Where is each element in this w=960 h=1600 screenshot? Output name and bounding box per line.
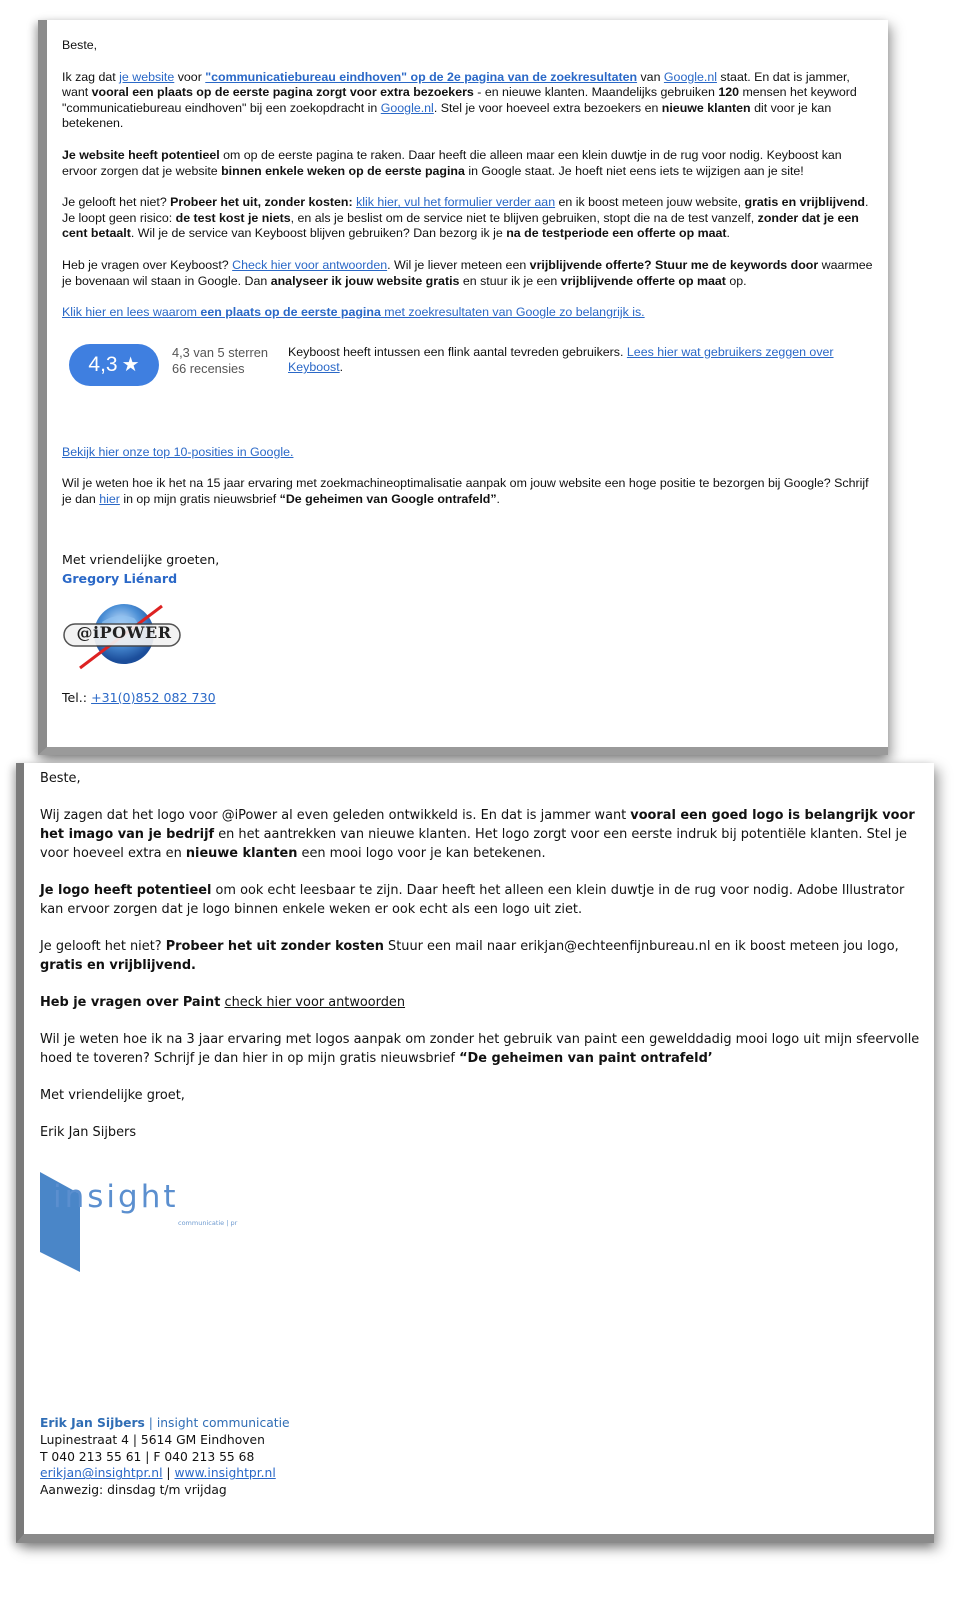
bold-text: “De geheimen van paint ontrafeld’ (459, 1051, 713, 1066)
text: . (339, 360, 344, 375)
text: een mooi logo voor je kan betekenen. (297, 846, 546, 861)
paragraph-vragen (62, 258, 877, 289)
text: en ik boost meteen jouw website, (555, 195, 745, 210)
paragraph-intro (62, 70, 877, 132)
paragraph-potentieel (62, 148, 877, 179)
website-link[interactable]: www.insightpr.nl (174, 1466, 276, 1481)
text: en het aantrekken van nieuwe klanten. Het logo zorgt voor een eerste indruk bij potentiële klanten. Stel je voor hoeveel extra en (40, 827, 907, 861)
closing: Met vriendelijke groet, (40, 1088, 185, 1103)
signature (62, 550, 877, 588)
text: in op mijn gratis nieuwsbrief (119, 491, 280, 506)
text: in Google staat. Je hoeft niet eens iets te wijzigen aan je site! (464, 163, 804, 178)
link-text-bold: een plaats op de eerste pagina (200, 305, 381, 320)
logo-tagline: communicatie | pr (178, 1219, 238, 1227)
bold-text: nieuwe klanten (185, 846, 298, 861)
logo-word: insight (53, 1179, 179, 1215)
bold-text: de test kost je niets (175, 210, 291, 225)
rating-score: 4,3 (88, 352, 118, 376)
text: mensen het keyword "communicatiebureau eindhoven" bij een zoekopdracht in (62, 85, 857, 115)
bold-text: na de testperiode een offerte op maat (506, 226, 727, 241)
bold-text: Probeer het uit zonder kosten (165, 939, 384, 954)
link-reviews[interactable]: Lees hier wat gebruikers zeggen over Keyboost (288, 344, 834, 375)
paragraph-probeer (62, 195, 877, 242)
rating-widget (62, 341, 877, 399)
bold-text: analyseer ik jouw website gratis (270, 273, 460, 288)
text: Ik zag dat (62, 69, 120, 84)
logo-text: @iPOWER (76, 622, 172, 642)
text: voor (174, 69, 206, 84)
link-text: Klik hier en lees waarom (62, 305, 201, 320)
text: Stuur een mail naar erikjan@echteenfijnbureau.nl en ik boost meteen jou logo, (383, 939, 899, 954)
star-icon: ★ (121, 353, 140, 376)
link-antwoorden[interactable]: check hier voor antwoorden (224, 995, 406, 1010)
sender-name: Erik Jan Sijbers (40, 1125, 137, 1140)
email-screenshot-insight (16, 763, 934, 1543)
link-zoekresultaten[interactable]: "communicatiebureau eindhoven" op de 2e pagina van de zoekresultaten (205, 69, 638, 84)
bold-text: vrijblijvende offerte op maat (560, 273, 726, 288)
text: op. (725, 273, 747, 288)
text: van (637, 69, 664, 84)
bold-text: binnen enkele weken op de eerste pagina (221, 163, 465, 178)
text: Wij zagen dat het logo voor @iPower al even geleden ontwikkeld is. En dat is jammer want (40, 808, 631, 823)
sig-availability: Aanwezig: dinsdag t/m vrijdag (40, 1483, 227, 1498)
phone-line (62, 690, 877, 706)
rating-description (288, 345, 858, 376)
email-screenshot-keyboost (38, 20, 888, 755)
bold-text: “De geheimen van Google ontrafeld” (279, 491, 497, 506)
bold-text: Je website heeft potentieel (62, 147, 220, 162)
greeting: Beste, (40, 771, 81, 786)
rating-badge[interactable] (69, 344, 159, 386)
text: Keyboost heeft intussen een flink aantal tevreden gebruikers. (288, 344, 627, 359)
text: . Wil je liever meteen een (387, 257, 530, 272)
link-formulier[interactable]: klik hier, vul het formulier verder aan (356, 195, 556, 210)
paragraph-potentieel (40, 881, 925, 919)
bold-text: zonder dat je een cent betaalt (62, 210, 859, 241)
text: . (496, 491, 500, 506)
text: dit voor je kan betekenen. (62, 100, 832, 131)
sig-links (40, 1465, 290, 1482)
sig-address: Lupinestraat 4 | 5614 GM Eindhoven (40, 1432, 265, 1447)
bold-text: vooral een plaats op de eerste pagina zorgt voor extra bezoekers (91, 85, 474, 100)
sig-phones: T 040 213 55 61 | F 040 213 55 68 (40, 1449, 255, 1464)
sig-company: insight communicatie (156, 1416, 290, 1430)
insight-logo (40, 1172, 280, 1272)
text: . Stel je voor hoeveel extra bezoekers en (433, 100, 662, 115)
separator: | (162, 1466, 175, 1481)
paragraph-intro (40, 806, 925, 863)
bold-text: vooral een goed logo is belangrijk voor het imago van je bedrijf (40, 808, 915, 842)
rating-reviews-count: 66 recensies (172, 361, 245, 377)
signature-block (40, 1415, 290, 1499)
link-top10[interactable]: Bekijk hier onze top 10-posities in Google. (62, 444, 294, 459)
text: om ook echt leesbaar te zijn. Daar heeft het alleen een klein duwtje in de rug voor nodig. Adobe Illustrator kan ervoor zorgen dat je logo binnen enkele weken er ook echt als een logo uit ziet. (40, 883, 905, 917)
phone-label: Tel.: (62, 689, 92, 705)
text: Wil je weten hoe ik na 3 jaar ervaring met logos aanpak om zonder het gebruik van paint een gewelddadig mooi logo uit mijn sfeervolle hoed te toveren? Schrijf je dan hier in op mijn gratis nieuwsbrief (40, 1032, 920, 1066)
paragraph-top10 (62, 445, 877, 461)
bold-text: gratis en vrijblijvend. (40, 958, 196, 973)
bold-text: 120 (718, 85, 740, 100)
rating-stars-text: 4,3 van 5 sterren (172, 344, 269, 360)
text: . Je loopt geen risico: (62, 195, 869, 225)
email-body (62, 38, 877, 705)
sender-name: Gregory Liénard (62, 570, 178, 586)
link-google-nl-2[interactable]: Google.nl (380, 100, 434, 115)
text: en stuur ik je een (459, 273, 561, 288)
bold-text: Je logo heeft potentieel (40, 883, 212, 898)
bold-text: vrijblijvende offerte? Stuur me de keywords door (529, 257, 819, 272)
sig-name-line (40, 1415, 290, 1432)
text: , en als je beslist om de service niet te blijven gebruiken, stopt die na de test vanzelf, (290, 210, 758, 225)
text: Wil je weten hoe ik het na 15 jaar ervaring met zoekmachineoptimalisatie aanpak om jouw website een hoge positie te bezorgen bij Google? Schrijf je dan (62, 476, 869, 506)
text: waarmee je bovenaan wil staan in Google. Dan (62, 257, 873, 288)
ipower-logo (62, 602, 192, 672)
sig-name: Erik Jan Sijbers (40, 1416, 145, 1430)
link-je-website[interactable]: je website (119, 69, 175, 84)
phone-link[interactable]: +31(0)852 082 730 (91, 689, 216, 705)
greeting: Beste, (62, 38, 98, 52)
bold-text: Heb je vragen over Paint (40, 995, 221, 1010)
bold-text: nieuwe klanten (661, 100, 751, 115)
text: - en nieuwe klanten. Maandelijks gebruiken (473, 85, 719, 100)
paragraph-waarom-link (62, 305, 877, 321)
text: Je gelooft het niet? (62, 195, 171, 210)
paragraph-nieuwsbrief (62, 476, 877, 507)
text: . Wil je de service van Keyboost blijven gebruiken? Dan bezorg ik je (130, 226, 507, 241)
link-waarom[interactable] (62, 305, 645, 319)
paragraph-nieuwsbrief (40, 1030, 925, 1068)
bold-text: gratis en vrijblijvend (744, 195, 866, 210)
link-hier[interactable]: hier (99, 491, 120, 506)
bold-text: Probeer het uit, zonder kosten: (170, 195, 353, 210)
text: staat. En dat is jammer, want (62, 69, 850, 100)
link-text: met zoekresultaten van Google zo belangrijk is. (380, 305, 645, 320)
email-link[interactable]: erikjan@insightpr.nl (40, 1466, 163, 1481)
separator: | (144, 1416, 157, 1430)
text: Je gelooft het niet? (40, 939, 166, 954)
text: . (726, 226, 730, 241)
text: Heb je vragen over Keyboost? (62, 257, 233, 272)
email-body (40, 769, 925, 1272)
link-antwoorden[interactable]: Check hier voor antwoorden (232, 257, 388, 272)
paragraph-vragen (40, 993, 925, 1012)
text: om op de eerste pagina te raken. Daar heeft die alleen maar een klein duwtje in de rug voor nodig. Keyboost kan ervoor zorgen dat je website (62, 147, 842, 178)
link-google-nl[interactable]: Google.nl (663, 69, 717, 84)
paragraph-probeer (40, 937, 925, 975)
closing: Met vriendelijke groeten, (62, 551, 220, 567)
rating-meta (172, 345, 268, 378)
